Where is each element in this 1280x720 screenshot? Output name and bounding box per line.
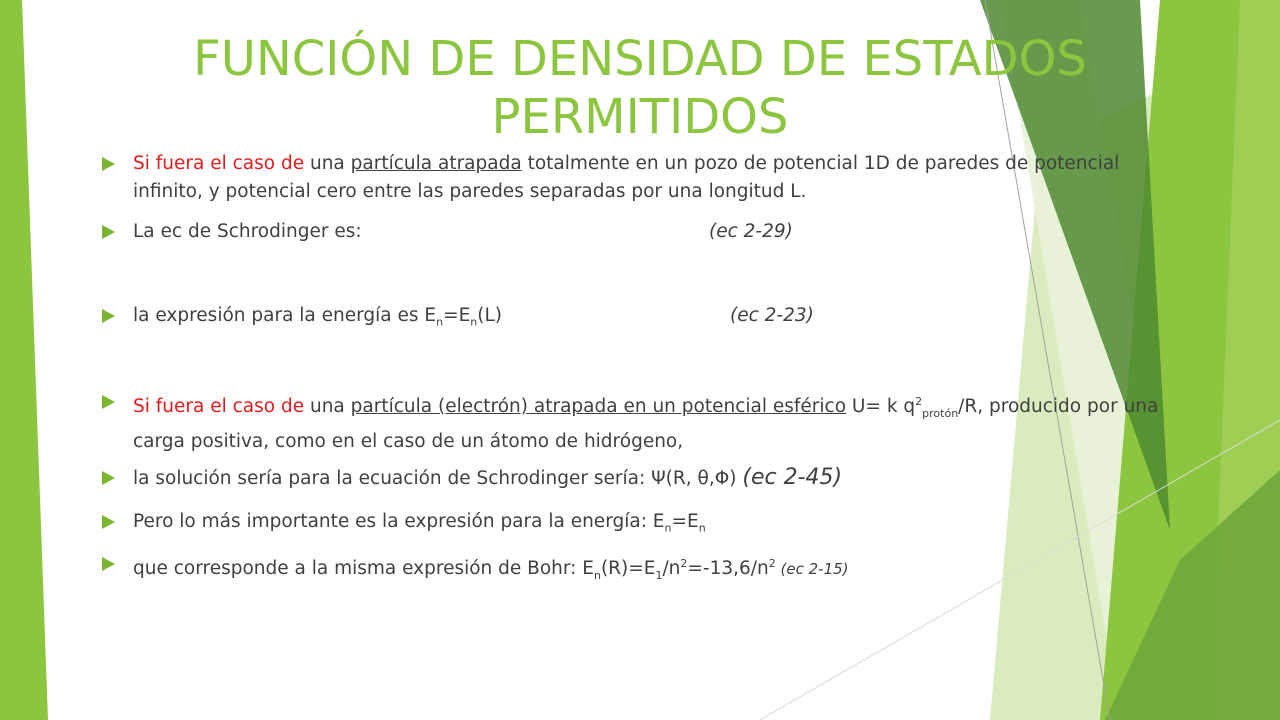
bullet-arrow-icon [102, 395, 115, 409]
text-segment: que corresponde a la misma expresión de Bohr: E [133, 558, 594, 580]
bullet-text [133, 550, 1182, 590]
superscript: 2 [768, 557, 776, 570]
text-segment: la expresión para la energía es E [133, 305, 437, 326]
superscript: 2 [915, 395, 923, 408]
text-segment: la solución sería para la ecuación de Schrodinger sería: Ψ(R, θ,Φ) [133, 468, 743, 489]
text-segment: =-13,6/n [687, 558, 769, 580]
page-title: FUNCIÓN DE DENSIDAD DE ESTADOS PERMITIDOS [193, 31, 1087, 145]
text-segment: La ec de Schrodinger es: [133, 221, 362, 242]
equation-ref: (ec 2-29) [709, 221, 793, 242]
bullet-particle-1d [102, 150, 1182, 206]
bullet-text [133, 388, 1182, 456]
subscript: 1 [655, 568, 663, 582]
bullet-text [133, 508, 1182, 543]
text-segment: =E [443, 305, 471, 326]
subscript: n [470, 315, 478, 329]
equation-ref: (ec 2-23) [730, 305, 814, 326]
bullet-schrodinger [102, 218, 1182, 246]
text-segment: una [304, 396, 351, 418]
text-segment: una [304, 153, 351, 174]
subscript: protón [922, 406, 959, 420]
bullet-arrow-icon [102, 471, 115, 485]
bullet-solution [102, 464, 1182, 493]
bullet-bohr-expression [102, 550, 1182, 590]
text-segment: /n [662, 558, 681, 580]
bullet-text [133, 218, 1182, 246]
left-green-shape [0, 0, 48, 720]
underlined-phrase: partícula atrapada [350, 153, 522, 174]
subscript: n [698, 521, 706, 535]
bullet-spherical-potential [102, 388, 1182, 456]
text-segment: Pero lo más importante es la expresión para la energía: E [133, 511, 665, 532]
bullet-arrow-icon [102, 309, 115, 323]
bullet-arrow-icon [102, 515, 115, 529]
subscript: n [593, 568, 601, 582]
bullet-text [133, 302, 1182, 337]
bullet-text [133, 464, 1182, 493]
text-segment: U= k q [846, 396, 916, 418]
text-segment: =E [671, 511, 699, 532]
text-segment: (R)=E [600, 558, 656, 580]
text-segment: (L) [477, 305, 503, 326]
bullet-energy-expression [102, 302, 1182, 337]
red-phrase: Si fuera el caso de [133, 396, 305, 418]
bullet-energy-importance [102, 508, 1182, 543]
red-phrase: Si fuera el caso de [133, 153, 305, 174]
text-segment: /R, producido por una carga positiva, como en el caso de un átomo de hidrógeno, [133, 396, 1159, 452]
subscript: n [436, 315, 444, 329]
bullet-text [133, 150, 1182, 206]
equation-ref: (ec 2-45) [742, 465, 843, 490]
text-segment: totalmente en un pozo de potencial 1D de paredes de potencial infinito, y potencial cero entre las paredes separadas por una longitud L. [133, 153, 1120, 202]
bullet-arrow-icon [102, 225, 115, 239]
subscript: n [664, 521, 672, 535]
superscript: 2 [680, 557, 688, 570]
bullet-arrow-icon [102, 157, 115, 171]
bullet-arrow-icon [102, 557, 115, 571]
underlined-phrase: partícula (electrón) atrapada en un potencial esférico [350, 396, 847, 418]
equation-ref: (ec 2-15) [775, 560, 849, 579]
